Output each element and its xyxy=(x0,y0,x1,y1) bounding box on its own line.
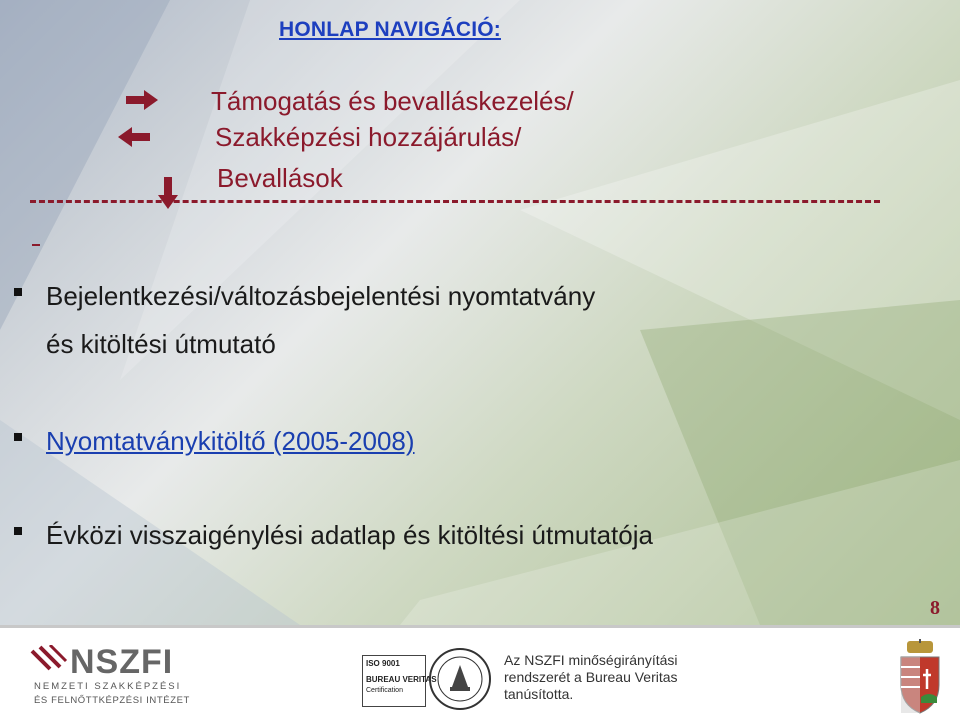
dashed-separator-wrap xyxy=(32,244,40,246)
nszfi-subtitle-1: NEMZETI SZAKKÉPZÉSI xyxy=(34,681,182,692)
nav-item-contribution: Szakképzési hozzájárulás/ xyxy=(215,122,522,152)
item-interim-refund: Évközi visszaigénylési adatlap és kitöltési útmutatója xyxy=(46,520,653,550)
bullet-icon xyxy=(14,527,22,535)
footer xyxy=(0,625,960,720)
arrow-right-icon xyxy=(126,90,158,110)
iso-org: BUREAU VERITAS xyxy=(366,675,437,684)
bureau-veritas-seal-icon xyxy=(428,647,492,711)
hungarian-coat-of-arms-icon xyxy=(897,639,943,715)
item-registration-form: Bejelentkezési/változásbejelentési nyomtatvány xyxy=(46,281,596,311)
nszfi-logo-icon xyxy=(30,645,68,677)
nav-item-support: Támogatás és bevalláskezelés/ xyxy=(211,86,574,116)
link-form-filler[interactable]: Nyomtatványkitöltő (2005-2008) xyxy=(46,426,415,456)
nszfi-subtitle-2: ÉS FELNŐTTKÉPZÉSI INTÉZET xyxy=(34,695,190,706)
certification-line-3: tanúsította. xyxy=(504,686,574,702)
item-registration-guide: és kitöltési útmutató xyxy=(46,329,276,359)
certification-line-1: Az NSZFI minőségirányítási xyxy=(504,652,678,668)
page-number: 8 xyxy=(930,597,940,619)
iso-cert: Certification xyxy=(366,687,403,694)
nav-item-declarations: Bevallások xyxy=(217,163,343,193)
footer-divider xyxy=(0,625,960,628)
nszfi-logo-name: NSZFI xyxy=(70,643,174,681)
bullet-icon xyxy=(14,288,22,296)
page-title: HONLAP NAVIGÁCIÓ: xyxy=(279,18,501,41)
iso-label: ISO 9001 xyxy=(366,659,400,668)
arrow-left-icon xyxy=(118,127,150,147)
dashed-separator xyxy=(30,200,880,207)
certification-line-2: rendszerét a Bureau Veritas xyxy=(504,669,678,685)
bullet-icon xyxy=(14,433,22,441)
